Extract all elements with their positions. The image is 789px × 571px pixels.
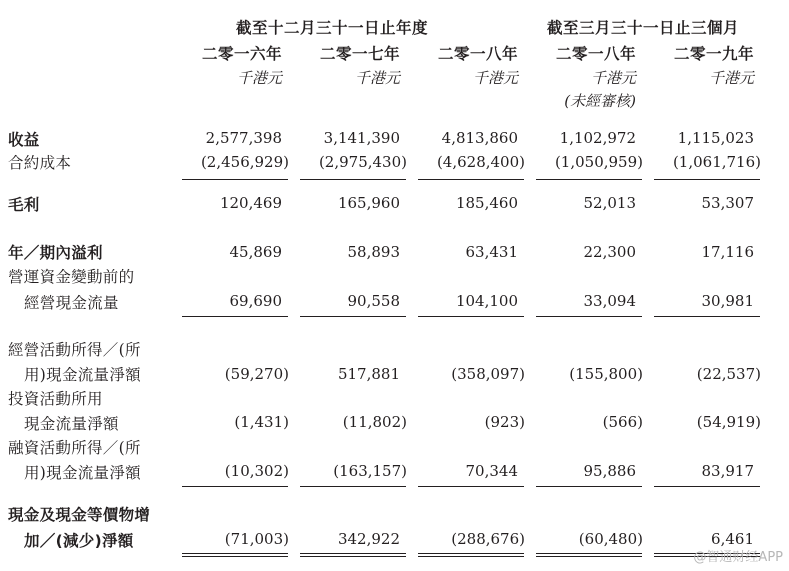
unit-label: 千港元 (590, 69, 636, 87)
subtotal-rule (654, 179, 760, 180)
unit-label: 千港元 (354, 69, 400, 87)
cell-value: 45,869 (229, 243, 282, 261)
subtotal-rule (300, 316, 406, 317)
cell-value: 4,813,860 (441, 129, 518, 147)
row-label-operating-cash-flow-line2: 經營現金流量 (24, 294, 119, 312)
cell-value: 3,141,390 (323, 129, 400, 147)
subtotal-rule (182, 486, 288, 487)
cell-value: 53,307 (701, 194, 754, 212)
cell-value: (4,628,400) (436, 153, 525, 171)
unit-label: 千港元 (236, 69, 282, 87)
cell-value: 2,577,398 (205, 129, 282, 147)
total-double-rule (300, 556, 406, 557)
row-label-net-financing-line2: 用)現金流量淨額 (24, 464, 141, 482)
row-label-net-operating-line2: 用)現金流量淨額 (24, 366, 141, 384)
cell-value: 70,344 (465, 462, 518, 480)
cell-value: (59,270) (224, 365, 289, 383)
subtotal-rule (536, 179, 642, 180)
cell-value: (923) (484, 413, 525, 431)
unaudited-note: (未經審核) (564, 92, 636, 110)
subtotal-rule (300, 179, 406, 180)
total-double-rule (418, 553, 524, 554)
cell-value: 6,461 (711, 530, 754, 548)
cell-value: 33,094 (583, 292, 636, 310)
cell-value: 342,922 (337, 530, 400, 548)
cell-value: 517,881 (337, 365, 400, 383)
subtotal-rule (300, 486, 406, 487)
row-label-operating-cash-flow-line1: 營運資金變動前的 (8, 268, 135, 286)
subtotal-rule (182, 316, 288, 317)
cell-value: 58,893 (347, 243, 400, 261)
cell-value: 69,690 (229, 292, 282, 310)
subtotal-rule (418, 486, 524, 487)
row-label-net-investing-line2: 現金流量淨額 (24, 415, 119, 433)
year-header-2017: 二零一七年 (319, 45, 400, 63)
year-header-2018-q1: 二零一八年 (555, 45, 636, 63)
subtotal-rule (418, 316, 524, 317)
subtotal-rule (536, 316, 642, 317)
total-double-rule (418, 556, 524, 557)
cell-value: 1,102,972 (559, 129, 636, 147)
watermark: @智通财经APP (693, 550, 783, 565)
cell-value: 1,115,023 (677, 129, 754, 147)
cell-value: (288,676) (451, 530, 525, 548)
cell-value: (10,302) (224, 462, 289, 480)
cell-value: (11,802) (342, 413, 407, 431)
header-group-year-end: 截至十二月三十一日止年度 (236, 19, 429, 37)
row-label-net-change-cash-line1: 現金及現金等價物增 (8, 506, 151, 524)
year-header-2018: 二零一八年 (437, 45, 518, 63)
cell-value: (71,003) (224, 530, 289, 548)
cell-value: 22,300 (583, 243, 636, 261)
cell-value: 83,917 (701, 462, 754, 480)
unit-label: 千港元 (472, 69, 518, 87)
unit-label: 千港元 (708, 69, 754, 87)
cell-value: 120,469 (219, 194, 282, 212)
cell-value: (163,157) (333, 462, 407, 480)
row-label-net-financing-line1: 融資活動所得／(所 (8, 439, 141, 457)
cell-value: (2,456,929) (200, 153, 289, 171)
subtotal-rule (536, 486, 642, 487)
row-label-contract-cost: 合約成本 (8, 154, 72, 172)
total-double-rule (182, 553, 288, 554)
cell-value: (1,431) (234, 413, 289, 431)
row-label-net-investing-line1: 投資活動所用 (8, 390, 103, 408)
header-group-three-months: 截至三月三十一日止三個月 (547, 19, 740, 37)
cell-value: 17,116 (701, 243, 754, 261)
cell-value: (566) (602, 413, 643, 431)
cell-value: 165,960 (337, 194, 400, 212)
cell-value: 185,460 (455, 194, 518, 212)
total-double-rule (536, 556, 642, 557)
cell-value: (1,050,959) (554, 153, 643, 171)
row-label-revenue: 收益 (8, 131, 40, 149)
cell-value: 104,100 (455, 292, 518, 310)
row-label-profit: 年／期內溢利 (8, 244, 103, 262)
year-header-2016: 二零一六年 (201, 45, 282, 63)
cell-value: (358,097) (451, 365, 525, 383)
row-label-gross-profit: 毛利 (8, 196, 40, 214)
cell-value: (54,919) (696, 413, 761, 431)
subtotal-rule (654, 316, 760, 317)
cell-value: 63,431 (465, 243, 518, 261)
cell-value: 30,981 (701, 292, 754, 310)
year-header-2019-q1: 二零一九年 (673, 45, 754, 63)
subtotal-rule (418, 179, 524, 180)
cell-value: 90,558 (347, 292, 400, 310)
total-double-rule (300, 553, 406, 554)
cell-value: 95,886 (583, 462, 636, 480)
total-double-rule (182, 556, 288, 557)
row-label-net-operating-line1: 經營活動所得／(所 (8, 341, 141, 359)
cell-value: (155,800) (569, 365, 643, 383)
cell-value: 52,013 (583, 194, 636, 212)
cell-value: (22,537) (696, 365, 761, 383)
subtotal-rule (654, 486, 760, 487)
row-label-net-change-cash-line2: 加／(減少)淨額 (24, 532, 134, 550)
total-double-rule (536, 553, 642, 554)
cell-value: (60,480) (578, 530, 643, 548)
cell-value: (1,061,716) (672, 153, 761, 171)
subtotal-rule (182, 179, 288, 180)
cell-value: (2,975,430) (318, 153, 407, 171)
